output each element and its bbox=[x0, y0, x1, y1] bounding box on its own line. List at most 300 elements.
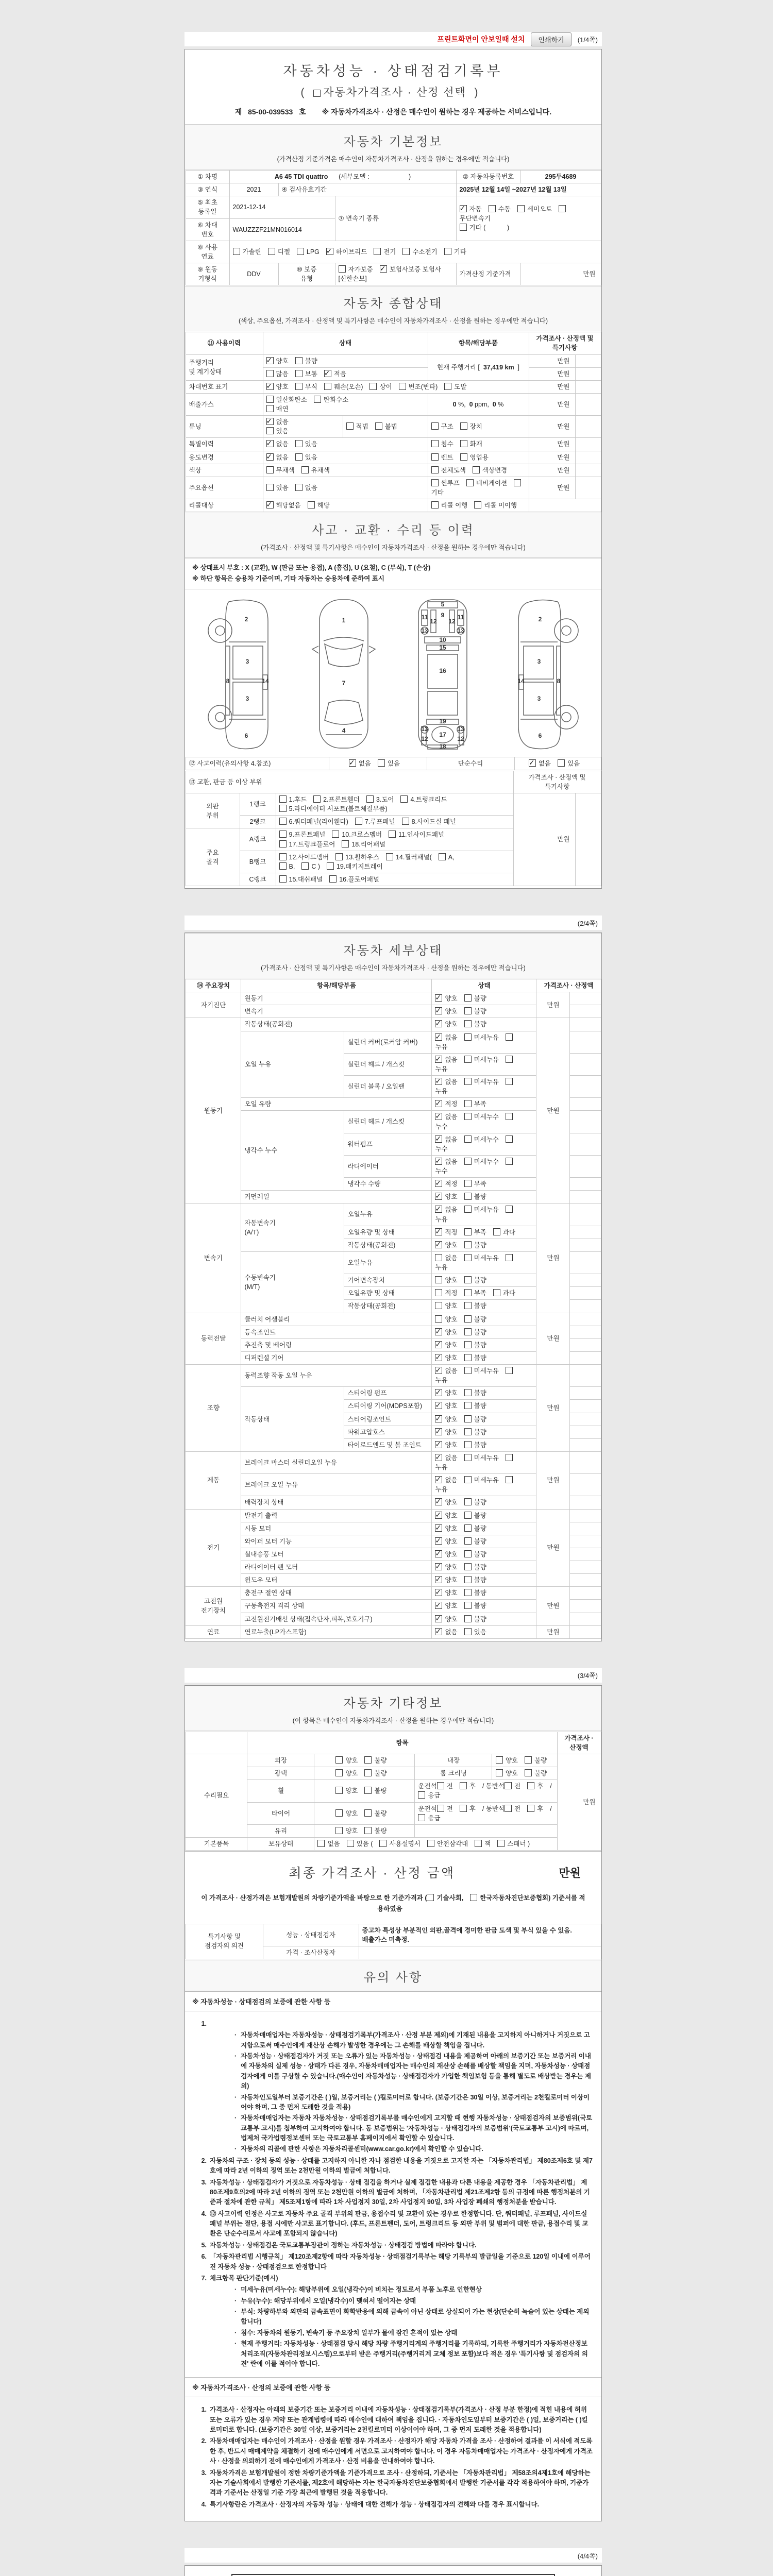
text: 리콜 미이행 bbox=[484, 502, 517, 509]
checkbox-checked[interactable] bbox=[435, 1020, 442, 1027]
checkbox-unchecked[interactable] bbox=[324, 383, 331, 390]
checkbox-checked[interactable] bbox=[435, 1602, 442, 1609]
checkbox-unchecked[interactable] bbox=[342, 840, 349, 848]
checkbox-unchecked[interactable] bbox=[464, 1367, 472, 1374]
checkbox-unchecked[interactable] bbox=[493, 1228, 500, 1235]
text: 이 가격조사 · 산정가격은 보험개발원의 차량기준가액을 바탕으로 한 기준가격과 ( bbox=[201, 1894, 427, 1902]
checkbox-checked[interactable] bbox=[435, 994, 442, 1002]
checkbox-checked[interactable] bbox=[435, 1628, 442, 1635]
cell: 만원 bbox=[536, 1204, 570, 1313]
checkbox-checked[interactable] bbox=[266, 501, 274, 509]
svg-text:8: 8 bbox=[226, 677, 230, 685]
cell bbox=[570, 1076, 601, 1098]
checkbox-unchecked[interactable] bbox=[464, 1193, 472, 1200]
checkbox-unchecked[interactable] bbox=[366, 795, 374, 803]
section-note: (이 항목은 매수인이 자동차가격조사 · 산정을 원하는 경우에만 적습니다) bbox=[292, 1717, 494, 1724]
checkbox-checked[interactable] bbox=[326, 248, 333, 255]
checkbox-checked[interactable] bbox=[435, 1206, 442, 1213]
checkbox-unchecked[interactable] bbox=[464, 1113, 472, 1120]
checkbox-unchecked[interactable] bbox=[464, 1020, 472, 1027]
checkbox-checked[interactable] bbox=[266, 383, 274, 390]
checkbox-unchecked[interactable] bbox=[313, 795, 321, 803]
final-price-note bbox=[185, 1891, 601, 1923]
text: ※ 자동차가격조사 · 산정은 매수인이 원하는 경우 제공하는 서비스입니다. bbox=[322, 108, 552, 116]
checkbox-unchecked[interactable] bbox=[489, 205, 496, 212]
cell bbox=[229, 171, 456, 183]
checkbox-unchecked[interactable] bbox=[464, 1441, 472, 1448]
checkbox-checked[interactable] bbox=[435, 1193, 442, 1200]
checkbox-unchecked[interactable] bbox=[279, 831, 287, 838]
checkbox-checked[interactable] bbox=[435, 1498, 442, 1505]
checkbox-unchecked[interactable] bbox=[527, 1805, 534, 1812]
checkbox-unchecked[interactable] bbox=[460, 1805, 467, 1812]
checkbox-checked[interactable] bbox=[435, 1615, 442, 1622]
checkbox-unchecked[interactable] bbox=[295, 370, 303, 377]
cell: ⑦ 변속기 종류 bbox=[335, 196, 456, 241]
checkbox-unchecked[interactable] bbox=[460, 1782, 467, 1789]
checkbox-unchecked[interactable] bbox=[464, 1476, 472, 1483]
checkbox-unchecked[interactable] bbox=[464, 1100, 472, 1107]
text: 운전석 bbox=[418, 1805, 437, 1812]
text: 양호 bbox=[445, 995, 458, 1003]
checkbox-checked[interactable] bbox=[435, 1563, 442, 1570]
note-item: 1. bbox=[201, 2020, 207, 2027]
cell bbox=[570, 992, 601, 1005]
checkbox-unchecked[interactable] bbox=[514, 479, 521, 486]
checkbox-checked[interactable] bbox=[435, 1476, 442, 1483]
checkbox-unchecked[interactable] bbox=[308, 501, 315, 509]
checkbox-unchecked[interactable] bbox=[335, 1809, 343, 1817]
checkbox-unchecked[interactable] bbox=[297, 248, 304, 255]
checkbox-unchecked[interactable] bbox=[464, 1180, 472, 1187]
checkbox-checked[interactable] bbox=[266, 453, 274, 461]
checkbox-unchecked[interactable] bbox=[506, 1056, 513, 1063]
checkbox-unchecked[interactable] bbox=[279, 818, 287, 825]
checkbox-unchecked[interactable] bbox=[266, 370, 274, 377]
text: 양호 bbox=[445, 1589, 458, 1597]
checkbox-unchecked[interactable] bbox=[464, 1563, 472, 1570]
checkbox-unchecked[interactable] bbox=[279, 805, 287, 812]
checkbox-unchecked[interactable] bbox=[266, 396, 274, 403]
checkbox-unchecked[interactable] bbox=[464, 1498, 472, 1505]
checkbox-unchecked[interactable] bbox=[464, 1007, 472, 1014]
text: 자동차가격조사 · 산정 선택 ) bbox=[323, 87, 479, 98]
text: 0 bbox=[469, 400, 473, 408]
checkbox-unchecked[interactable] bbox=[464, 1136, 472, 1143]
cell: 만원 bbox=[536, 1587, 570, 1625]
checkbox-unchecked[interactable] bbox=[295, 357, 303, 364]
page-strip-3 bbox=[184, 1668, 602, 1683]
cell bbox=[432, 1474, 536, 1496]
checkbox-checked[interactable] bbox=[435, 1228, 442, 1235]
checkbox-unchecked[interactable] bbox=[266, 405, 274, 412]
checkbox-checked[interactable] bbox=[435, 1402, 442, 1409]
text: 보통 bbox=[305, 370, 317, 378]
cell: 제동 bbox=[186, 1451, 241, 1509]
checkbox-unchecked[interactable] bbox=[475, 1840, 482, 1847]
checkbox-checked[interactable] bbox=[435, 1078, 442, 1085]
checkbox-unchecked[interactable] bbox=[427, 1840, 434, 1847]
cell: 룸 크리닝 bbox=[415, 1767, 492, 1780]
checkbox-unchecked[interactable] bbox=[506, 1158, 513, 1165]
checkbox-unchecked[interactable] bbox=[527, 1782, 534, 1789]
checkbox-checked[interactable] bbox=[435, 1007, 442, 1014]
checkbox-unchecked[interactable] bbox=[506, 1136, 513, 1143]
checkbox-unchecked[interactable] bbox=[506, 1476, 513, 1483]
cell: 항목 bbox=[247, 1732, 557, 1754]
checkbox-checked[interactable] bbox=[380, 265, 387, 273]
checkbox-unchecked[interactable] bbox=[389, 831, 396, 838]
cell bbox=[432, 1522, 536, 1535]
checkbox-unchecked[interactable] bbox=[460, 440, 467, 447]
checkbox-checked[interactable] bbox=[435, 1415, 442, 1422]
checkbox-unchecked[interactable] bbox=[464, 1033, 472, 1041]
checkbox-checked[interactable] bbox=[435, 1537, 442, 1545]
checkbox-unchecked[interactable] bbox=[295, 383, 303, 390]
checkbox-unchecked[interactable] bbox=[464, 1289, 472, 1296]
checkbox-unchecked[interactable] bbox=[505, 1805, 512, 1812]
checkbox-unchecked[interactable] bbox=[517, 205, 525, 212]
cell: 리콜대상 bbox=[186, 499, 263, 512]
checkbox-checked[interactable] bbox=[435, 1441, 442, 1448]
checkbox-unchecked[interactable] bbox=[437, 1805, 444, 1812]
text: 불량 bbox=[474, 1315, 486, 1323]
text: ] bbox=[514, 364, 520, 371]
checkbox-unchecked[interactable] bbox=[464, 1056, 472, 1063]
checkbox-checked[interactable] bbox=[266, 440, 274, 447]
checkbox-unchecked[interactable] bbox=[266, 427, 274, 434]
checkbox-checked[interactable] bbox=[435, 1158, 442, 1165]
checkbox-unchecked[interactable] bbox=[233, 248, 240, 255]
checkbox-checked[interactable] bbox=[460, 205, 467, 212]
checkbox-checked[interactable] bbox=[324, 370, 331, 377]
checkbox-unchecked[interactable] bbox=[435, 1254, 442, 1261]
checkbox-unchecked[interactable] bbox=[335, 1787, 343, 1794]
checkbox-unchecked[interactable] bbox=[435, 1302, 442, 1309]
checkbox-unchecked[interactable] bbox=[279, 862, 287, 870]
checkbox-checked[interactable] bbox=[435, 1389, 442, 1396]
cell: ② 자동차등록번호 bbox=[456, 171, 520, 183]
checkbox-unchecked[interactable] bbox=[279, 853, 287, 860]
checkbox-unchecked[interactable] bbox=[346, 422, 354, 430]
cell: 2021-12-14 bbox=[229, 196, 335, 218]
checkbox-unchecked[interactable] bbox=[506, 1113, 513, 1120]
cell bbox=[570, 1426, 601, 1438]
checkbox-unchecked[interactable] bbox=[435, 1289, 442, 1296]
checkbox-checked[interactable] bbox=[435, 1367, 442, 1374]
checkbox-checked[interactable] bbox=[435, 1033, 442, 1041]
text: 스패너 ) bbox=[507, 1840, 530, 1848]
checkbox-unchecked[interactable] bbox=[437, 1782, 444, 1789]
checkbox-unchecked[interactable] bbox=[464, 1315, 472, 1323]
checkbox-checked[interactable] bbox=[435, 1136, 442, 1143]
text: 있음 bbox=[474, 1628, 486, 1636]
checkbox-checked[interactable] bbox=[435, 1180, 442, 1187]
checkbox-unchecked[interactable] bbox=[355, 818, 362, 825]
svg-text:17: 17 bbox=[439, 731, 446, 738]
checkbox-unchecked[interactable] bbox=[335, 1756, 343, 1764]
cell: 발전기 출력 bbox=[241, 1509, 432, 1522]
checkbox-unchecked[interactable] bbox=[505, 1782, 512, 1789]
checkbox-unchecked[interactable] bbox=[295, 453, 303, 461]
cell bbox=[276, 793, 513, 816]
checkbox-unchecked[interactable] bbox=[364, 1769, 372, 1776]
cell bbox=[432, 1451, 536, 1473]
checkbox-checked[interactable] bbox=[435, 1328, 442, 1335]
checkbox-unchecked[interactable] bbox=[525, 1756, 532, 1764]
checkbox-unchecked[interactable] bbox=[418, 1814, 425, 1821]
checkbox-unchecked[interactable] bbox=[496, 1756, 503, 1764]
cell bbox=[570, 1191, 601, 1204]
etc-info-table bbox=[185, 1732, 601, 1851]
checkbox-unchecked[interactable] bbox=[399, 383, 406, 390]
checkbox-checked[interactable] bbox=[435, 1576, 442, 1583]
checkbox-unchecked[interactable] bbox=[464, 1602, 472, 1609]
checkbox-unchecked[interactable] bbox=[464, 1615, 472, 1622]
checkbox-unchecked[interactable] bbox=[464, 1354, 472, 1361]
checkbox-checked[interactable] bbox=[435, 1589, 442, 1596]
cell bbox=[575, 393, 601, 415]
checkbox-unchecked[interactable] bbox=[506, 1254, 513, 1261]
checkbox-checked[interactable] bbox=[435, 1341, 442, 1348]
svg-text:15: 15 bbox=[439, 643, 446, 651]
checkbox-unchecked[interactable] bbox=[496, 1769, 503, 1776]
checkbox-unchecked[interactable] bbox=[460, 422, 467, 430]
cell bbox=[570, 1587, 601, 1600]
checkbox-unchecked[interactable] bbox=[317, 1840, 325, 1847]
cell: ⑩ 보증 유형 bbox=[278, 263, 335, 285]
checkbox-unchecked[interactable] bbox=[444, 383, 451, 390]
checkbox-unchecked[interactable] bbox=[374, 248, 381, 255]
checkbox-checked[interactable] bbox=[435, 1241, 442, 1248]
note-item: 2. 자동차의 구조 · 장치 등의 성능 · 상태를 고지하지 아니한 자나 점검한 내용을 거짓으로 고지한 자는 「자동차관리법」 제80조제6호 및 제7호에 따라 2년 이하의 징역 또는 2천만원 이하의 벌금에 처합니다. bbox=[201, 2157, 593, 2175]
checkbox-unchecked[interactable] bbox=[402, 248, 410, 255]
checkbox-unchecked[interactable] bbox=[439, 853, 446, 860]
checkbox-checked[interactable] bbox=[435, 1512, 442, 1519]
checkbox-unchecked[interactable] bbox=[506, 1078, 513, 1085]
checkbox-checked[interactable] bbox=[529, 759, 536, 767]
checkbox-checked[interactable] bbox=[435, 1524, 442, 1532]
checkbox-unchecked[interactable] bbox=[435, 1276, 442, 1283]
checkbox-unchecked[interactable] bbox=[279, 875, 287, 883]
checkbox-unchecked[interactable] bbox=[418, 1791, 425, 1799]
checkbox-unchecked[interactable] bbox=[301, 466, 309, 473]
checkbox-unchecked[interactable] bbox=[402, 818, 409, 825]
cell bbox=[263, 380, 529, 393]
checkbox-unchecked[interactable] bbox=[332, 831, 339, 838]
checkbox-unchecked[interactable] bbox=[559, 205, 566, 212]
checkbox-unchecked[interactable] bbox=[464, 1228, 472, 1235]
cell bbox=[432, 1535, 536, 1548]
checkbox-unchecked[interactable] bbox=[525, 1769, 532, 1776]
page-marker-2: (2/4쪽) bbox=[577, 919, 598, 927]
checkbox-unchecked[interactable] bbox=[435, 1315, 442, 1323]
checkbox-unchecked[interactable] bbox=[464, 1428, 472, 1435]
checkbox-unchecked[interactable] bbox=[558, 759, 565, 767]
checkbox-unchecked[interactable] bbox=[506, 1033, 513, 1041]
checkbox-unchecked[interactable] bbox=[314, 396, 321, 403]
checkbox-checked[interactable] bbox=[266, 418, 274, 425]
checkbox-unchecked[interactable] bbox=[266, 466, 274, 473]
checkbox-unchecked[interactable] bbox=[364, 1809, 372, 1817]
cell bbox=[432, 1387, 536, 1400]
section-title: 사고 · 교환 · 수리 등 이력 bbox=[312, 523, 475, 538]
cell: 배출가스 bbox=[186, 393, 263, 415]
checkbox-unchecked[interactable] bbox=[464, 1241, 472, 1248]
cell bbox=[335, 263, 456, 285]
checkbox-unchecked[interactable] bbox=[313, 90, 321, 97]
checkbox-unchecked[interactable] bbox=[431, 453, 439, 461]
checkbox-unchecked[interactable] bbox=[460, 453, 467, 461]
checkbox-unchecked[interactable] bbox=[364, 1756, 372, 1764]
checkbox-unchecked[interactable] bbox=[464, 1537, 472, 1545]
cell: 만원 bbox=[529, 367, 575, 380]
checkbox-unchecked[interactable] bbox=[444, 248, 451, 255]
print-button[interactable]: 인쇄하기 bbox=[531, 32, 571, 46]
page-1 bbox=[184, 49, 602, 889]
checkbox-unchecked[interactable] bbox=[464, 1589, 472, 1596]
checkbox-unchecked[interactable] bbox=[295, 484, 303, 491]
checkbox-unchecked[interactable] bbox=[427, 1894, 434, 1901]
checkbox-checked[interactable] bbox=[349, 759, 356, 767]
checkbox-unchecked[interactable] bbox=[339, 265, 346, 273]
checkbox-unchecked[interactable] bbox=[369, 383, 377, 390]
checkbox-unchecked[interactable] bbox=[295, 440, 303, 447]
checkbox-unchecked[interactable] bbox=[335, 1827, 343, 1834]
checkbox-unchecked[interactable] bbox=[431, 501, 439, 509]
text: 불량 bbox=[474, 1602, 486, 1610]
checkbox-checked[interactable] bbox=[435, 1354, 442, 1361]
checkbox-unchecked[interactable] bbox=[464, 1254, 472, 1261]
text: 없음 bbox=[445, 1254, 458, 1262]
cell: 배력장치 상태 bbox=[241, 1496, 432, 1509]
cell: 작동상태 bbox=[241, 1387, 344, 1452]
cell bbox=[492, 1754, 557, 1767]
checkbox-unchecked[interactable] bbox=[464, 1524, 472, 1532]
checkbox-unchecked[interactable] bbox=[266, 484, 274, 491]
text: 양호 bbox=[505, 1757, 518, 1764]
svg-text:7: 7 bbox=[342, 679, 346, 687]
checkbox-unchecked[interactable] bbox=[327, 862, 334, 870]
checkbox-unchecked[interactable] bbox=[506, 1206, 513, 1213]
checkbox-unchecked[interactable] bbox=[464, 1328, 472, 1335]
cell bbox=[428, 477, 529, 499]
checkbox-unchecked[interactable] bbox=[506, 1454, 513, 1461]
checkbox-checked[interactable] bbox=[435, 1428, 442, 1435]
checkbox-unchecked[interactable] bbox=[464, 1415, 472, 1422]
cell bbox=[432, 1076, 536, 1098]
cell: 실린더 헤드 / 개스킷 bbox=[344, 1053, 432, 1075]
checkbox-checked[interactable] bbox=[435, 1550, 442, 1557]
note-bullet: · 미세누유(미세누수): 해당부위에 오일(냉각수)이 비치는 정도로서 부품 노후로 인한현상 bbox=[234, 2286, 482, 2294]
checkbox-checked[interactable] bbox=[435, 1056, 442, 1063]
checkbox-unchecked[interactable] bbox=[335, 1769, 343, 1776]
checkbox-unchecked[interactable] bbox=[497, 1840, 505, 1847]
cell bbox=[432, 1625, 536, 1638]
section-title: 자동차 종합상태 bbox=[343, 297, 443, 311]
cell: 오일 유량 bbox=[241, 1098, 432, 1111]
checkbox-unchecked[interactable] bbox=[364, 1827, 372, 1834]
checkbox-unchecked[interactable] bbox=[464, 1550, 472, 1557]
checkbox-unchecked[interactable] bbox=[460, 224, 467, 231]
text: 자가보증 bbox=[348, 266, 373, 273]
note-bullet: · 자동차인도일부터 보증기간은 ( )일, 보증거리는 ( )킬로미터로 합니다. (보증기간은 30일 이상, 보증거리는 2천킬로미터 이상이어야 하며, 그 중 먼저 도래한 것을 적용) bbox=[234, 2093, 590, 2111]
checkbox-unchecked[interactable] bbox=[301, 862, 309, 870]
text: 불량 bbox=[474, 1428, 486, 1436]
checkbox-unchecked[interactable] bbox=[474, 501, 481, 509]
cell bbox=[514, 757, 601, 770]
text: 1.후드 bbox=[289, 796, 307, 803]
cell: ⑧ 사용 연료 bbox=[186, 241, 229, 263]
cell bbox=[570, 1413, 601, 1426]
caution-subheader-2: ※ 자동차가격조사 · 산정의 보증에 관한 사항 등 bbox=[185, 2377, 601, 2397]
checkbox-unchecked[interactable] bbox=[335, 853, 343, 860]
checkbox-unchecked[interactable] bbox=[464, 1576, 472, 1583]
cell: 구동축전지 격리 상태 bbox=[241, 1600, 432, 1613]
checkbox-unchecked[interactable] bbox=[464, 1276, 472, 1283]
checkbox-unchecked[interactable] bbox=[364, 1787, 372, 1794]
checkbox-checked[interactable] bbox=[266, 357, 274, 364]
cell: 가격조사 · 산정액 및 특기사항 bbox=[513, 771, 601, 793]
checkbox-unchecked[interactable] bbox=[329, 875, 337, 883]
text: 양호 bbox=[445, 1537, 458, 1545]
checkbox-unchecked[interactable] bbox=[493, 1289, 500, 1296]
checkbox-checked[interactable] bbox=[435, 1454, 442, 1461]
checkbox-unchecked[interactable] bbox=[464, 1389, 472, 1396]
text: 3.도어 bbox=[376, 796, 394, 803]
checkbox-unchecked[interactable] bbox=[431, 479, 439, 486]
checkbox-unchecked[interactable] bbox=[268, 248, 275, 255]
checkbox-unchecked[interactable] bbox=[464, 1628, 472, 1635]
checkbox-unchecked[interactable] bbox=[464, 1206, 472, 1213]
checkbox-unchecked[interactable] bbox=[464, 1302, 472, 1309]
text: 16.플로어패널 bbox=[339, 875, 379, 883]
checkbox-unchecked[interactable] bbox=[466, 479, 474, 486]
checkbox-unchecked[interactable] bbox=[506, 1367, 513, 1374]
checkbox-unchecked[interactable] bbox=[464, 1158, 472, 1165]
checkbox-unchecked[interactable] bbox=[470, 1894, 477, 1901]
checkbox-unchecked[interactable] bbox=[431, 466, 439, 473]
text: 불량 bbox=[474, 1499, 486, 1506]
checkbox-unchecked[interactable] bbox=[375, 422, 382, 430]
checkbox-unchecked[interactable] bbox=[400, 795, 408, 803]
checkbox-unchecked[interactable] bbox=[464, 994, 472, 1002]
checkbox-unchecked[interactable] bbox=[464, 1402, 472, 1409]
cell: 파워고압호스 bbox=[344, 1426, 432, 1438]
checkbox-unchecked[interactable] bbox=[473, 466, 480, 473]
cell: 만원 bbox=[529, 380, 575, 393]
checkbox-unchecked[interactable] bbox=[378, 759, 385, 767]
note-item: 4. 특기사항란은 가격조사 · 산정자의 자동차 성능 · 상태에 대한 견해가 성능 · 상태점검자의 견해와 다를 경우 표시합니다. bbox=[201, 2500, 540, 2508]
checkbox-unchecked[interactable] bbox=[347, 1840, 354, 1847]
text: / 동반석 bbox=[482, 1805, 505, 1812]
cell: 오일유량 및 상태 bbox=[344, 1226, 432, 1239]
checkbox-unchecked[interactable] bbox=[386, 853, 393, 860]
checkbox-unchecked[interactable] bbox=[279, 840, 287, 848]
checkbox-unchecked[interactable] bbox=[464, 1512, 472, 1519]
text: 후 bbox=[537, 1783, 544, 1790]
checkbox-unchecked[interactable] bbox=[464, 1454, 472, 1461]
checkbox-unchecked[interactable] bbox=[279, 795, 287, 803]
checkbox-unchecked[interactable] bbox=[431, 440, 439, 447]
checkbox-unchecked[interactable] bbox=[379, 1840, 386, 1847]
text: 운전석 bbox=[418, 1783, 437, 1790]
checkbox-unchecked[interactable] bbox=[464, 1341, 472, 1348]
checkbox-checked[interactable] bbox=[435, 1113, 442, 1120]
checkbox-unchecked[interactable] bbox=[464, 1078, 472, 1085]
checkbox-unchecked[interactable] bbox=[431, 422, 439, 430]
checkbox-checked[interactable] bbox=[435, 1100, 442, 1107]
